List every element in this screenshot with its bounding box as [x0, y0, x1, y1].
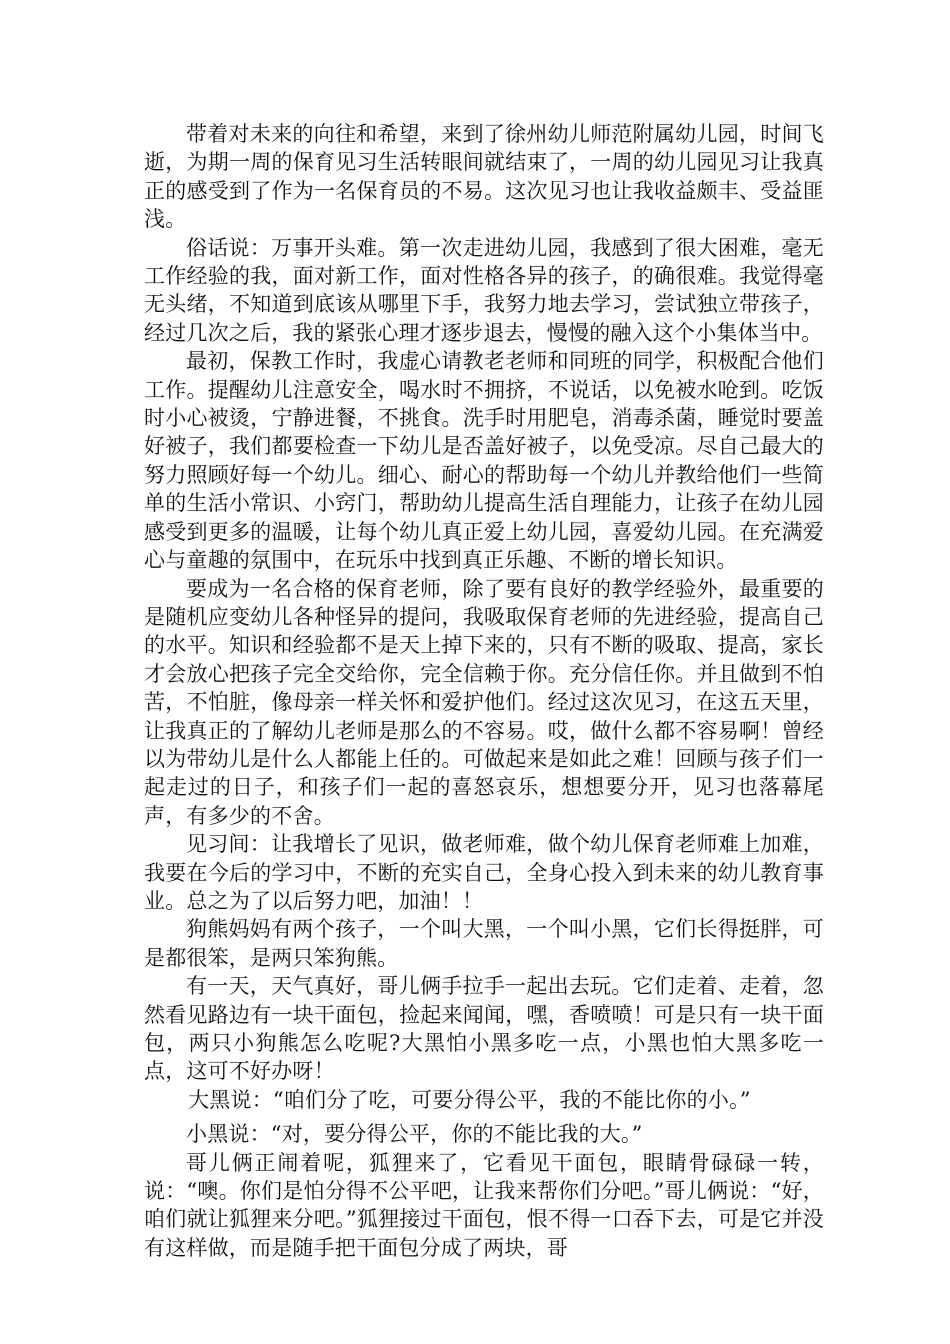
paragraph-fox-arrives: 哥儿俩正闹着呢，狐狸来了，它看见干面包，眼睛骨碌碌一转，说：“噢。你们是怕分得不公平吧，让我来帮你们分吧。”哥儿俩说：“好，咱们就让狐狸来分吧。”狐狸接过干面包，恨不得一口吞下去，可是它并没有这样做，而是随手把干面包分成了两块，哥 [144, 1150, 824, 1260]
paragraph-care-work: 最初，保教工作时，我虚心请教老老师和同班的同学，积极配合他们工作。提醒幼儿注意安全，喝水时不拥挤，不说话，以免被水呛到。吃饭时小心被烫，宁静进餐，不挑食。洗手时用肥皂，消毒杀菌，睡觉时要盖好被子，我们都要检查一下幼儿是否盖好被子，以免受凉。尽自己最大的努力照顾好每一个幼儿。细心、耐心的帮助每一个幼儿并教给他们一些简单的生活小常识、小窍门，帮助幼儿提高生活自理能力，让孩子在幼儿园感受到更多的温暖，让每个幼儿真正爱上幼儿园，喜爱幼儿园。在充满爱心与童趣的氛围中，在玩乐中找到真正乐趣、不断的增长知识。 [144, 349, 824, 573]
paragraph-story-intro: 狗熊妈妈有两个孩子，一个叫大黑，一个叫小黑，它们长得挺胖，可是都很笨，是两只笨狗熊。 [144, 917, 824, 970]
paragraph-qualified-teacher: 要成为一名合格的保育老师，除了要有良好的教学经验外，最重要的是随机应变幼儿各种怪异的提问，我吸取保育老师的先进经验，提高自己的水平。知识和经验都不是天上掉下来的，只有不断的吸取、提高，家长才会放心把孩子完全交给你，完全信赖于你。充分信任你。并且做到不怕苦，不怕脏，像母亲一样关怀和爱护他们。经过这次见习，在这五天里，让我真正的了解幼儿老师是那么的不容易。哎，做什么都不容易啊！曾经以为带幼儿是什么人都能上任的。可做起来是如此之难！回顾与孩子们一起走过的日子，和孩子们一起的喜怒哀乐，想想要分开，见习也落幕尾声，有多少的不舍。 [144, 576, 824, 828]
paragraph-story-bread: 有一天，天气真好，哥儿俩手拉手一起出去玩。它们走着、走着，忽然看见路边有一块干面包，捡起来闻闻，嘿，香喷喷！可是只有一块干面包，两只小狗熊怎么吃呢?大黑怕小黑多吃一点，小黑也怕大黑多吃一点，这可不好办呀！ [144, 974, 824, 1084]
document-body [144, 120, 824, 1262]
paragraph-dahei-says: 大黑说：“咱们分了吃，可要分得公平，我的不能比你的小。” [188, 1087, 751, 1112]
paragraph-intro: 带着对未来的向往和希望，来到了徐州幼儿师范附属幼儿园，时间飞逝，为期一周的保育见习生活转眼间就结束了，一周的幼儿园见习让我真正的感受到了作为一名保育员的不易。这次见习也让我收益颇丰、受益匪浅。 [144, 122, 824, 232]
paragraph-beginning: 俗话说：万事开头难。第一次走进幼儿园，我感到了很大困难，毫无工作经验的我，面对新工作，面对性格各异的孩子，的确很难。我觉得毫无头绪，不知道到底该从哪里下手，我努力地去学习，尝试独立带孩子，经过几次之后，我的紧张心理才逐步退去，慢慢的融入这个小集体当中。 [144, 235, 824, 345]
paragraph-xiaohei-says: 小黑说：“对，要分得公平，你的不能比我的大。” [186, 1122, 643, 1147]
paragraph-summary: 见习间：让我增长了见识，做老师难，做个幼儿保育老师难上加难，我要在今后的学习中，不断的充实自己，全身心投入到未来的幼儿教育事业。总之为了以后努力吧，加油！！ [144, 832, 824, 913]
